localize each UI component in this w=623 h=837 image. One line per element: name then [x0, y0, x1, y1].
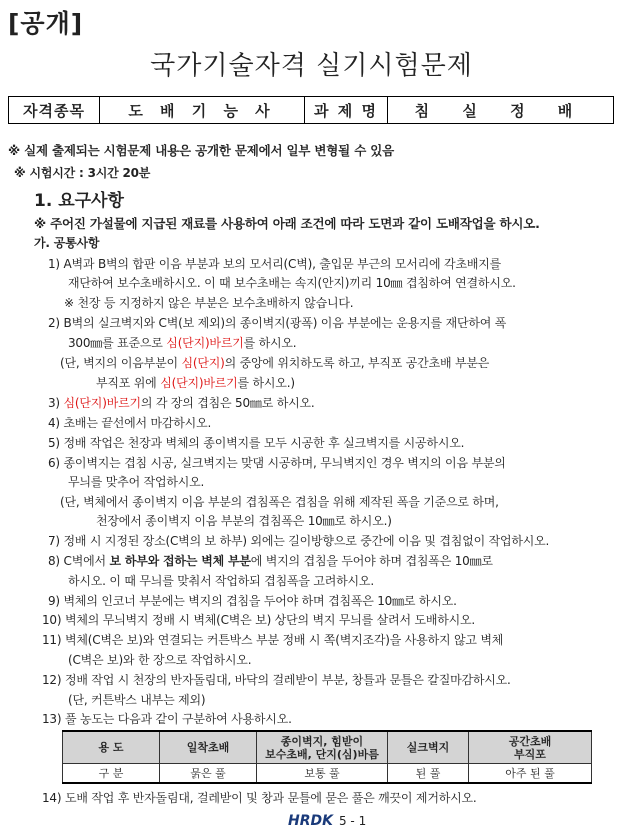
- item-8-line-1: [48, 552, 493, 569]
- item-2-line-4: [96, 374, 295, 391]
- item-6-line-4: 천장에서 종이벽지 이음 부분의 겹침폭은 10㎜로 하시오.): [96, 514, 392, 528]
- item-2-text-b: 를 하시오.: [243, 336, 297, 350]
- paste-concentration-table: [62, 730, 592, 784]
- item-3-text: 의 각 장의 겹침은 50㎜로 하시오.: [140, 396, 315, 410]
- item-3-prefix: 3): [48, 396, 64, 410]
- item-1-note: ※ 천장 등 지정하지 않은 부분은 보수초배하지 않습니다.: [64, 296, 354, 310]
- item-14: 14) 도배 작업 후 반자돌림대, 걸레받이 및 창과 문틀에 묻은 풀은 깨끗이 제거하시오.: [42, 791, 477, 805]
- item-2-line-2: [68, 334, 296, 351]
- page-title: 국가기술자격 실기시험문제: [150, 51, 473, 81]
- table-header: 실크벽지: [388, 731, 469, 764]
- exam-time: ※ 시험시간 : 3시간 20분: [14, 166, 151, 180]
- item-6-line-1: 6) 종이벽지는 겹침 시공, 실크벽지는 맞댐 시공하며, 무늬벽지인 경우 벽지의 이음 부분의: [48, 456, 506, 470]
- item-3: [48, 394, 315, 411]
- item-2-highlight-3: 심(단지)바르기: [160, 376, 238, 390]
- sub-heading-common: 가. 공통사항: [34, 236, 100, 250]
- page-number: 5 - 1: [338, 814, 367, 828]
- table-cell: 구 분: [63, 764, 160, 784]
- item-8-text-b: 에 벽지의 겹침을 두어야 하며 겹침폭은 10㎜로: [250, 554, 493, 568]
- public-tag: [공개]: [8, 9, 84, 38]
- item-12-line-2: (단, 커튼박스 내부는 제외): [68, 693, 206, 707]
- table-header: 용 도: [63, 731, 160, 764]
- item-8-text-a: 8) C벽에서: [48, 554, 110, 568]
- table-cell: 아주 된 풀: [469, 764, 592, 784]
- subject-value: 침 실 정 배: [414, 101, 587, 120]
- item-2-line-3: [60, 354, 489, 371]
- item-2-text-f: 를 하시오.): [237, 376, 295, 390]
- item-6-line-2: 무늬를 맞추어 작업하시오.: [68, 475, 205, 489]
- table-header: 일착초배: [160, 731, 257, 764]
- item-7: 7) 정배 시 지정된 장소(C벽의 보 하부) 외에는 길이방향으로 중간에 이음 및 겹침없이 작업하시오.: [48, 534, 550, 548]
- table-row: [63, 764, 592, 784]
- item-3-highlight: 심(단지)바르기: [63, 396, 141, 410]
- table-cell: 묽은 풀: [160, 764, 257, 784]
- item-10: 10) 벽체의 무늬벽지 정배 시 벽체(C벽은 보) 상단의 벽지 무늬를 살려서 도배하시오.: [42, 613, 476, 627]
- hrdk-logo: HRDK: [288, 813, 333, 829]
- table-header: 종이벽지, 힘받이 보수초배, 단지(심)바름: [257, 731, 388, 764]
- section-heading: 1. 요구사항: [34, 191, 124, 211]
- table-header-row: [63, 731, 592, 764]
- item-4: 4) 초배는 끝선에서 마감하시오.: [48, 416, 212, 430]
- item-8-line-2: 하시오. 이 때 무늬를 맞춰서 작업하되 겹침폭을 고려하시오.: [68, 574, 374, 588]
- item-8-bold: 보 하부와 접하는 벽체 부분: [109, 554, 251, 568]
- item-2-highlight: 심(단지)바르기: [166, 336, 244, 350]
- qualification-info-table: [8, 96, 614, 124]
- item-2-text-e: 부직포 위에: [96, 376, 161, 390]
- item-1-line-2: 재단하여 보수초배하시오. 이 때 보수초배는 속지(안지)끼리 10㎜ 겹침하여 연결하시오.: [68, 276, 516, 290]
- table-cell: 보통 풀: [257, 764, 388, 784]
- table-cell: 된 풀: [388, 764, 469, 784]
- item-5: 5) 정배 작업은 천장과 벽체의 종이벽지를 모두 시공한 후 실크벽지를 시공하시오.: [48, 436, 465, 450]
- notice-text: ※ 실제 출제되는 시험문제 내용은 공개한 문제에서 일부 변형될 수 있음: [8, 143, 394, 158]
- subject-label: 과 제 명: [305, 97, 388, 123]
- item-12-line-1: 12) 정배 작업 시 천장의 반자돌림대, 바닥의 걸레받이 부분, 창틀과 문틀은 칼질마감하시오.: [42, 673, 511, 687]
- qualification-value: 도 배 기 능 사: [100, 97, 305, 123]
- item-11-line-1: 11) 벽체(C벽은 보)와 연결되는 커튼박스 부분 정배 시 쪽(벽지조각)을 사용하지 않고 벽체: [42, 633, 504, 647]
- item-13: 13) 풀 농도는 다음과 같이 구분하여 사용하시오.: [42, 712, 292, 726]
- qualification-label: 자격종목: [9, 97, 100, 123]
- section-intro: ※ 주어진 가설물에 지급된 재료를 사용하여 아래 조건에 따라 도면과 같이 도배작업을 하시오.: [34, 216, 540, 231]
- item-2-text-d: 의 중앙에 위치하도록 하고, 부직포 공간초배 부분은: [224, 356, 490, 370]
- item-2-line-1: 2) B벽의 실크벽지와 C벽(보 제외)의 종이벽지(광폭) 이음 부분에는 운용지를 재단하여 폭: [48, 316, 507, 330]
- item-11-line-2: (C벽은 보)와 한 장으로 작업하시오.: [68, 653, 252, 667]
- item-2-text-a: 300㎜를 표준으로: [68, 336, 167, 350]
- item-1-line-1: 1) A벽과 B벽의 합판 이음 부분과 보의 모서리(C벽), 출입문 부근의 모서리에 각초배지를: [48, 257, 502, 271]
- item-2-text-c: (단, 벽지의 이음부분이: [60, 356, 182, 370]
- item-9: 9) 벽체의 인코너 부분에는 벽지의 겹침을 두어야 하며 겹침폭은 10㎜로 하시오.: [48, 594, 457, 608]
- item-6-line-3: (단, 벽체에서 종이벽지 이음 부분의 겹침폭은 겹침을 위해 제작된 폭을 기준으로 하며,: [60, 495, 499, 509]
- table-header: 공간초배 부직포: [469, 731, 592, 764]
- item-2-highlight-2: 심(단지): [181, 356, 225, 370]
- page-footer: [288, 813, 366, 829]
